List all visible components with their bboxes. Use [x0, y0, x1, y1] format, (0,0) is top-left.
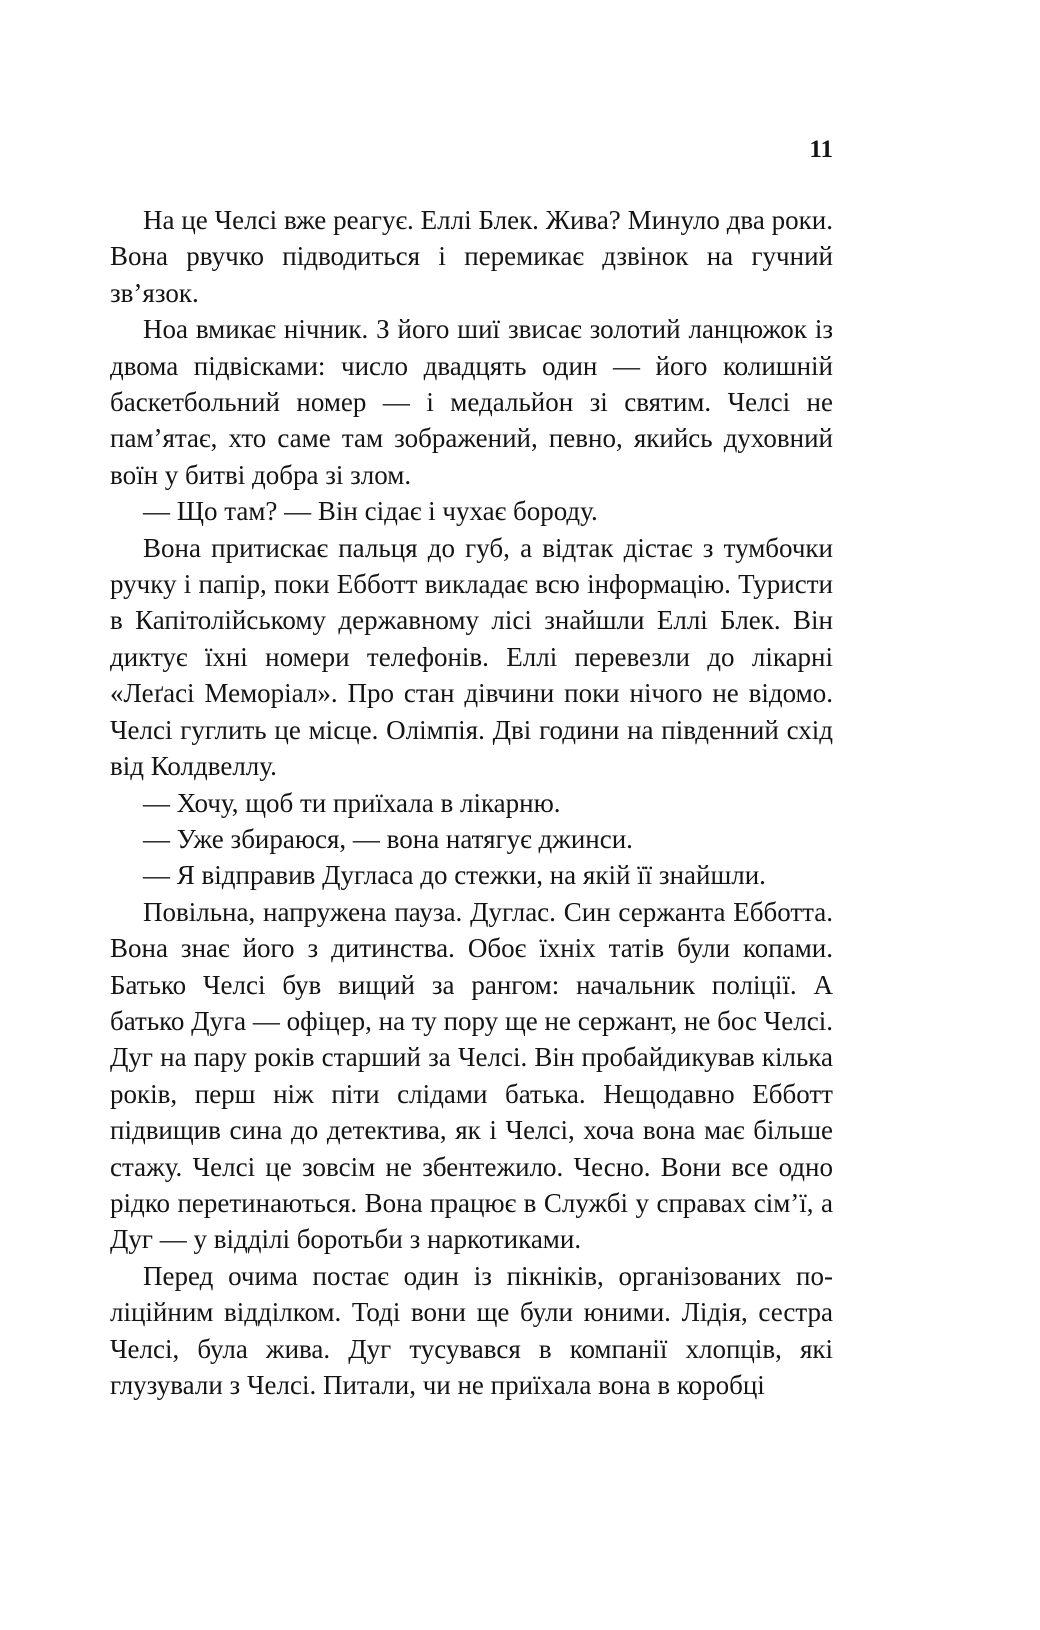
- paragraph-6: — Уже збираюся, — вона натягує джинси.: [143, 823, 633, 854]
- paragraph-7: — Я відправив Дугласа до стежки, на якій її знайшли.: [143, 860, 766, 891]
- paragraph-3: — Що там? — Він сідає і чухає бороду.: [143, 496, 598, 527]
- paragraph-2: Ноа вмикає нічник. З його шиї звисає золотий ланцюжок із двома підвісками: число двадцять один — його колишній баскетбольний номер — і медальйон зі святим. Челсі не пам’ятає, хто саме там зображений, певно, якийсь духовний воїн у битві добра зі злом.: [110, 314, 833, 490]
- paragraph-5: — Хочу, щоб ти приїхала в лікарню.: [143, 787, 561, 818]
- page-number: 11: [809, 136, 833, 163]
- paragraph-1: На це Челсі вже реагує. Еллі Блек. Жива? Минуло два роки. Вона рвучко підводиться і перемикає дзвінок на гучний зв’язок.: [110, 205, 833, 308]
- paragraph-8: Повільна, напружена пауза. Дуглас. Син сержанта Ебботта. Вона знає його з дитинства. Обоє їхніх татів були копами. Батько Челсі був вищий за рангом: начальник поліції. А батько Дуга — офіцер, на ту пору ще не сержант, не бос Челсі. Дуг на пару років старший за Челсі. Він пробайдикував кілька років, перш ніж піти слідами батька. Нещодавно Ебботт підвищив сина до детектива, як і Челсі, хоча вона має більше стажу. Челсі це зовсім не збентежило. Чесно. Вони все одно рідко перетинаються. Вона працює в Службі у справах сім’ї, а Дуг — у відділі боротьби з наркотиками.: [110, 896, 833, 1255]
- paragraph-9: Перед очима постає один із пікніків, організованих поліційним відділком. Тоді вони ще були юними. Лідія, сестра Челсі, була жива. Дуг тусувався в компанії хлопців, які глузували з Челсі. Питали, чи не приїхала вона в коробці: [110, 1260, 833, 1400]
- paragraph-4: Вона притискає пальця до губ, а відтак дістає з тумбочки ручку і папір, поки Ебботт викладає всю інформацію. Туристи в Капітолійському державному лісі знайшли Еллі Блек. Він диктує їхні номери телефонів. Еллі перевезли до лікарні «Леґасі Меморіал». Про стан дівчини поки нічого не відомо. Челсі гуглить це місце. Олімпія. Дві години на південний схід від Колдвеллу.: [110, 532, 833, 782]
- text-block: [110, 202, 833, 1403]
